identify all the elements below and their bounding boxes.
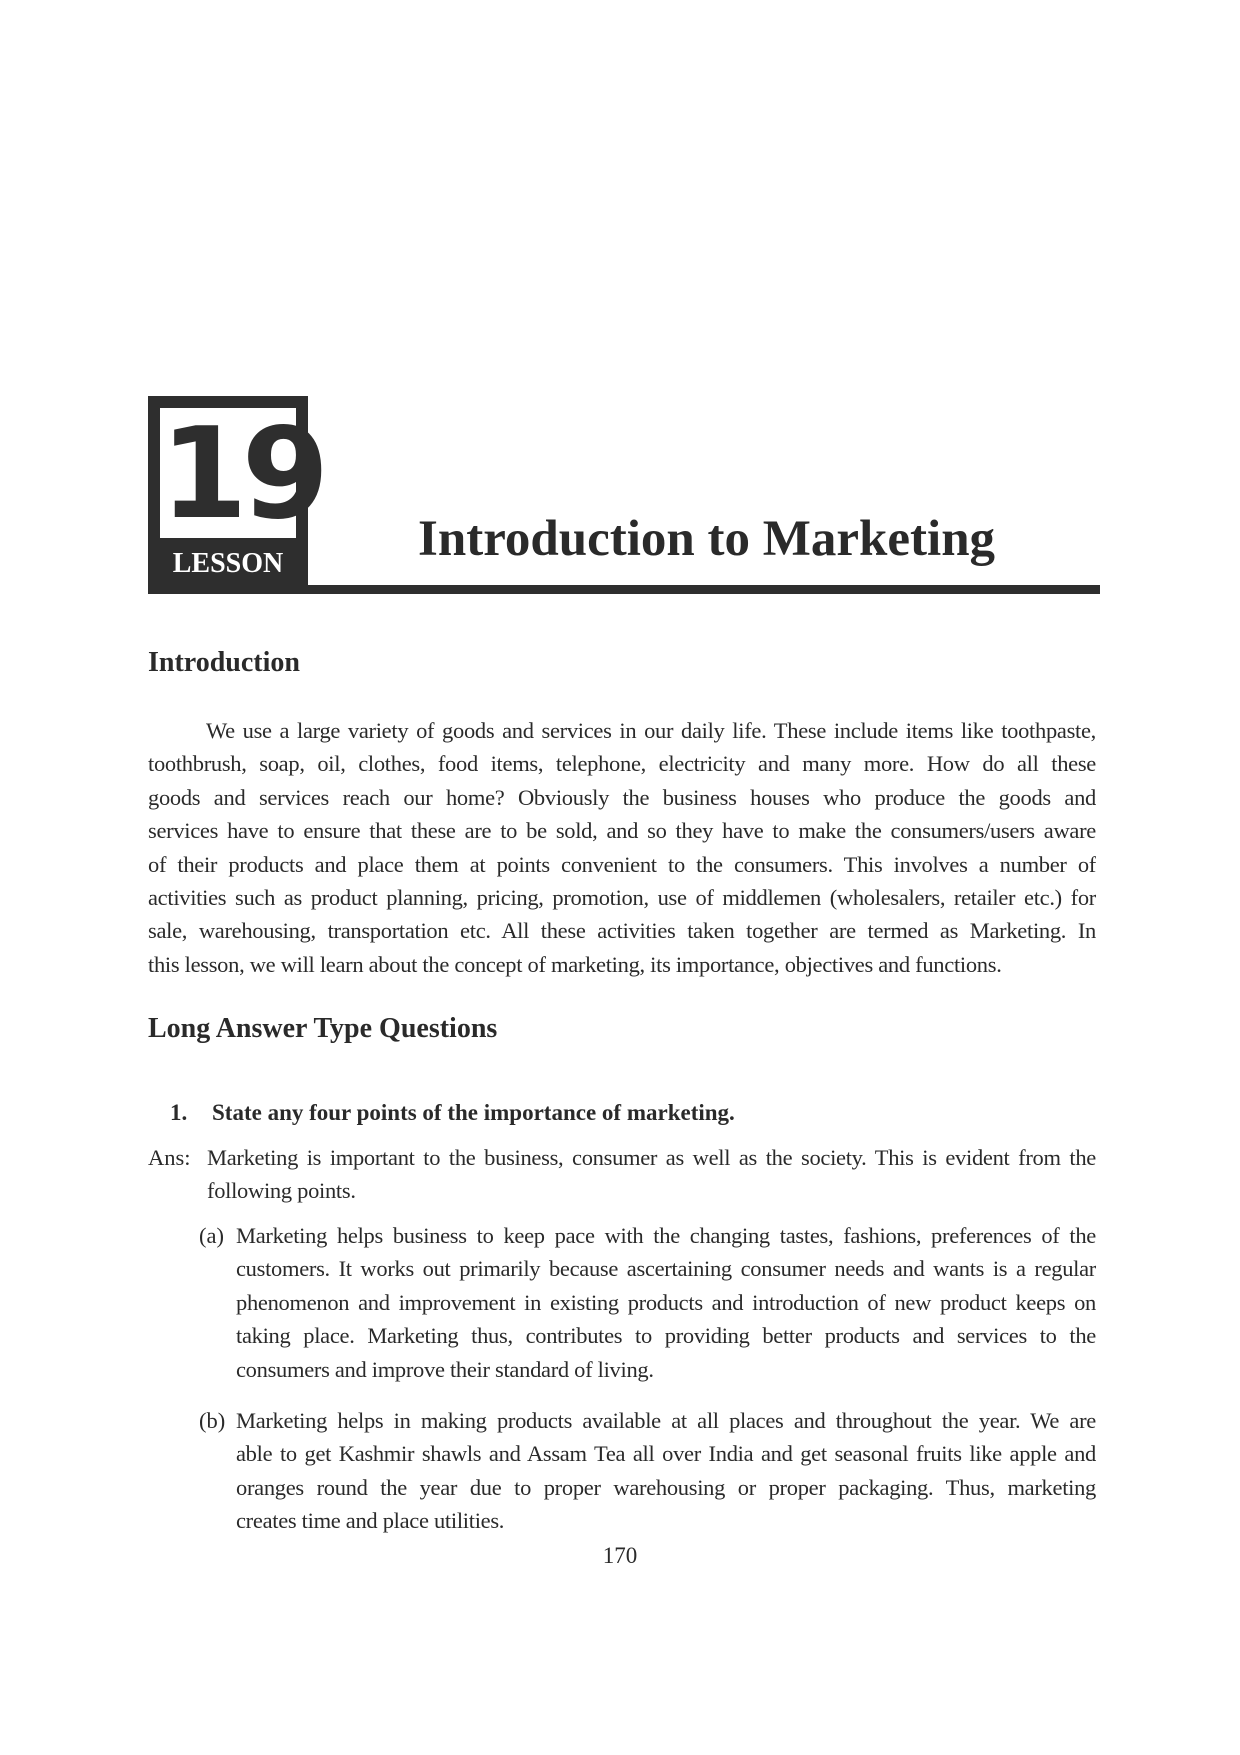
lesson-label: LESSON bbox=[172, 548, 284, 579]
question-number: 1. bbox=[170, 1100, 188, 1125]
introduction-line: We use a large variety of goods and services in our daily life. These include items like toothpaste, bbox=[206, 718, 1096, 743]
introduction-line: toothbrush, soap, oil, clothes, food items, telephone, electricity and many more. How do all these bbox=[148, 751, 1096, 777]
answer-intro bbox=[207, 1141, 1096, 1208]
item-line: able to get Kashmir shawls and Assam Tea all over India and get seasonal fruits like apple and bbox=[236, 1441, 1096, 1467]
introduction-line: goods and services reach our home? Obviously the business houses who produce the goods and bbox=[148, 784, 1096, 810]
answer-item-a bbox=[236, 1219, 1096, 1386]
answer-line: Marketing is important to the business, consumer as well as the society. This is evident from the bbox=[207, 1145, 1096, 1170]
item-marker-b: (b) bbox=[199, 1408, 226, 1433]
item-line: taking place. Marketing thus, contributes to providing better products and services to the bbox=[236, 1323, 1096, 1349]
item-line: phenomenon and improvement in existing products and introduction of new product keeps on bbox=[236, 1289, 1096, 1315]
lesson-title: Introduction to Marketing bbox=[418, 511, 996, 567]
introduction-line: of their products and place them at points convenient to the consumers. This involves a number of bbox=[148, 851, 1096, 877]
answer-label: Ans: bbox=[148, 1145, 191, 1170]
answer-item-b bbox=[236, 1404, 1096, 1538]
item-line: oranges round the year due to proper warehousing or proper packaging. Thus, marketing bbox=[236, 1474, 1096, 1500]
title-underline-rule bbox=[308, 585, 1100, 594]
introduction-line: activities such as product planning, pricing, promotion, use of middlemen (wholesalers, retailer etc.) for bbox=[148, 885, 1096, 911]
answer-line: following points. bbox=[207, 1178, 356, 1204]
item-marker-a: (a) bbox=[199, 1223, 224, 1248]
lesson-number: 19 bbox=[160, 400, 324, 547]
introduction-line: services have to ensure that these are to be sold, and so they have to make the consumers/users aware bbox=[148, 818, 1096, 844]
long-answer-heading: Long Answer Type Questions bbox=[148, 1013, 498, 1044]
lesson-badge bbox=[148, 396, 324, 594]
introduction-line: sale, warehousing, transportation etc. All these activities taken together are termed as Marketing. In bbox=[148, 918, 1096, 944]
item-line: customers. It works out primarily because ascertaining consumer needs and wants is a regular bbox=[236, 1256, 1096, 1282]
item-line: Marketing helps business to keep pace with the changing tastes, fashions, preferences of the bbox=[236, 1223, 1096, 1248]
question-1 bbox=[170, 1096, 735, 1130]
introduction-line: this lesson, we will learn about the concept of marketing, its importance, objectives and functions. bbox=[148, 951, 1002, 977]
introduction-heading: Introduction bbox=[148, 647, 300, 678]
item-line: creates time and place utilities. bbox=[236, 1508, 505, 1534]
item-line: consumers and improve their standard of living. bbox=[236, 1356, 654, 1382]
page-number: 170 bbox=[602, 1543, 638, 1568]
question-text: State any four points of the importance of marketing. bbox=[212, 1100, 735, 1125]
item-line: Marketing helps in making products available at all places and throughout the year. We are bbox=[236, 1408, 1096, 1433]
introduction-paragraph bbox=[148, 714, 1096, 981]
lesson-number-panel bbox=[160, 400, 324, 547]
